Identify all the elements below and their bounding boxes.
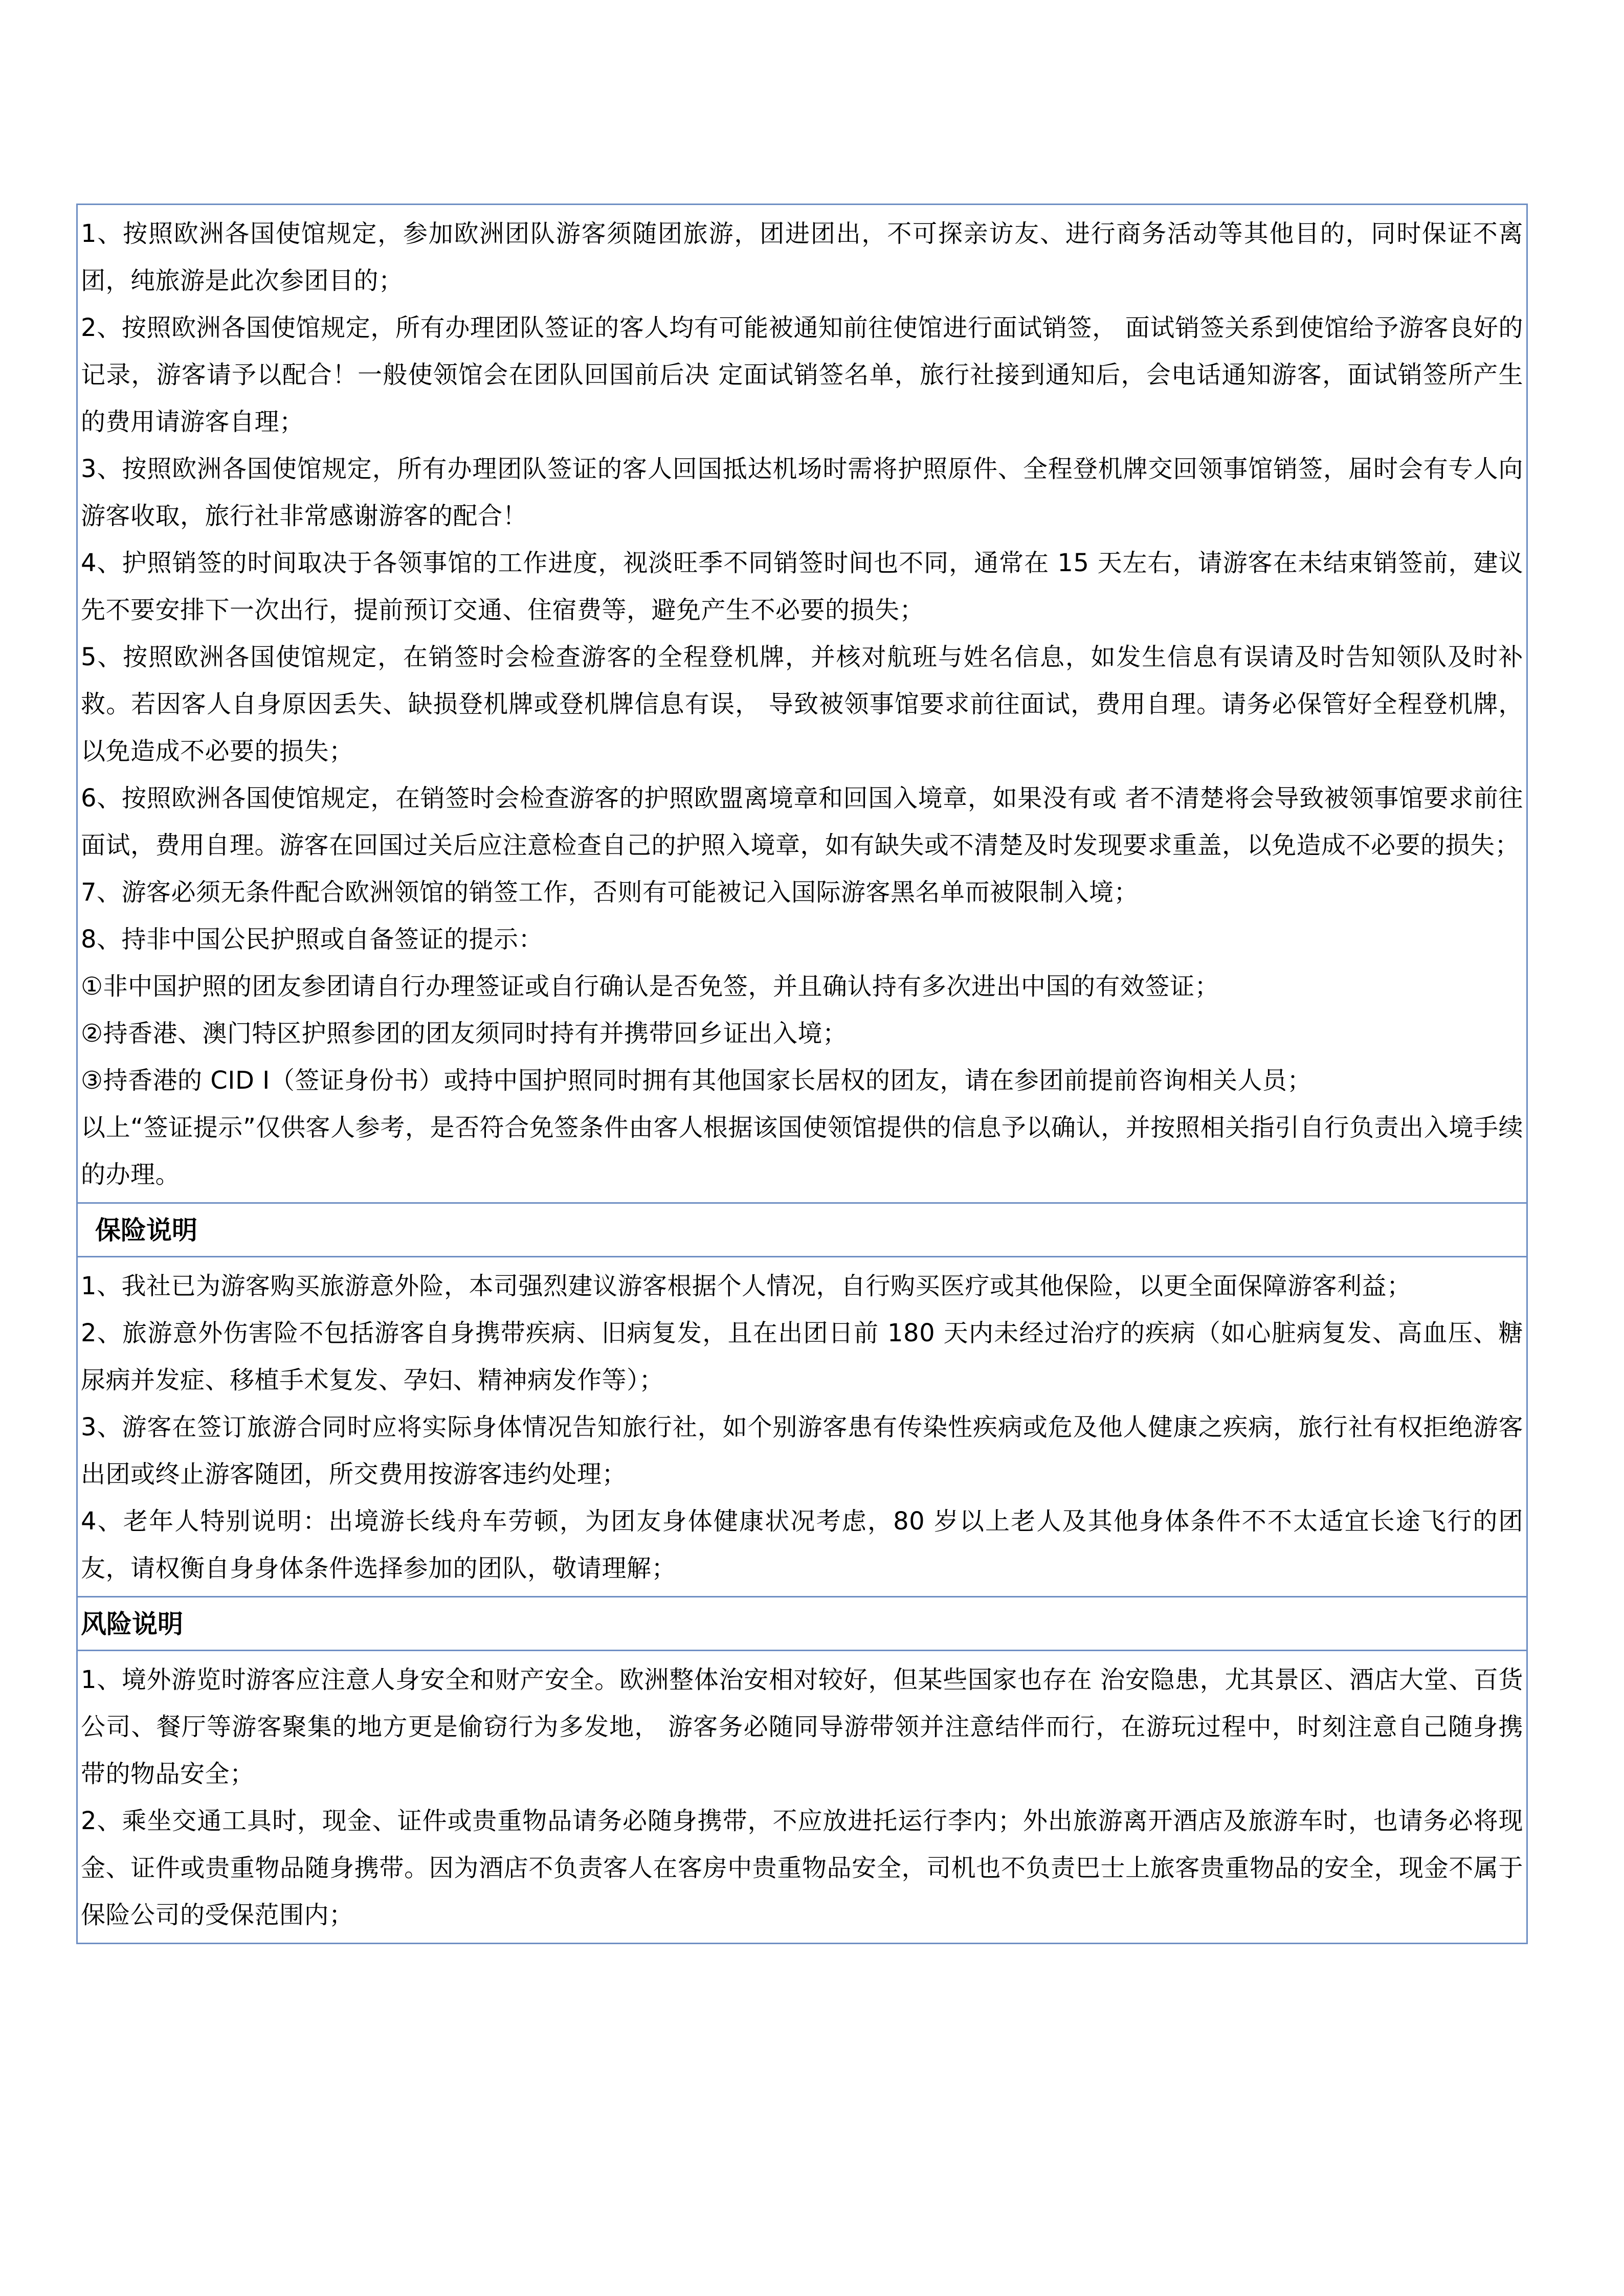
- risk-heading: 风险说明: [81, 1609, 183, 1639]
- risk-item-1: 1、境外游览时游客应注意人身安全和财产安全。欧洲整体治安相对较好，但某些国家也存在 治安隐患，尤其景区、酒店大堂、百货公司、餐厅等游客聚集的地方更是偷窃行为多发地， 游客务必随同导游带领并注意结伴而行，在游玩过程中，时刻注意自己随身携带的物品安全；: [81, 1665, 1523, 1788]
- visa-notes-cell: [78, 205, 1526, 1202]
- visa-note-8-sub-1: ①非中国护照的团友参团请自行办理签证或自行确认是否免签，并且确认持有多次进出中国的有效签证；: [81, 972, 1220, 1001]
- insurance-heading-cell: [78, 1202, 1526, 1256]
- visa-note-6: 6、按照欧洲各国使馆规定，在销签时会检查游客的护照欧盟离境章和回国入境章，如果没有或 者不清楚将会导致被领事馆要求前往面试，费用自理。游客在回国过关后应注意检查自己的护照入境章，如有缺失或不清楚及时发现要求重盖，以免造成不必要的损失；: [81, 784, 1523, 860]
- risk-items-cell: [78, 1650, 1526, 1943]
- visa-note-3: 3、按照欧洲各国使馆规定，所有办理团队签证的客人回国抵达机场时需将护照原件、全程登机牌交回领事馆销签，届时会有专人向游客收取，旅行社非常感谢游客的配合！: [81, 455, 1523, 530]
- visa-disclaimer: 以上“签证提示”仅供客人参考，是否符合免签条件由客人根据该国使领馆提供的信息予以确认，并按照相关指引自行负责出入境手续的办理。: [81, 1113, 1523, 1189]
- risk-heading-cell: [78, 1596, 1526, 1650]
- insurance-item-4: 4、老年人特别说明：出境游长线舟车劳顿，为团友身体健康状况考虑，80 岁以上老人及其他身体条件不不太适宜长途飞行的团友，请权衡自身身体条件选择参加的团队，敬请理解；: [81, 1507, 1523, 1583]
- visa-note-8-sub-3: ③持香港的 CID I（签证身份书）或持中国护照同时拥有其他国家长居权的团友，请在参团前提前咨询相关人员；: [81, 1066, 1312, 1095]
- insurance-items-cell: [78, 1256, 1526, 1596]
- insurance-heading: 保险说明: [95, 1215, 197, 1245]
- visa-note-8-sub-2: ②持香港、澳门特区护照参团的团友须同时持有并携带回乡证出入境；: [81, 1019, 848, 1048]
- notice-table: [76, 204, 1528, 1944]
- risk-item-2: 2、乘坐交通工具时，现金、证件或贵重物品请务必随身携带，不应放进托运行李内；外出旅游离开酒店及旅游车时，也请务必将现金、证件或贵重物品随身携带。因为酒店不负责客人在客房中贵重物品安全，司机也不负责巴士上旅客贵重物品的安全，现金不属于保险公司的受保范围内；: [81, 1807, 1523, 1929]
- insurance-item-1: 1、我社已为游客购买旅游意外险，本司强烈建议游客根据个人情况，自行购买医疗或其他保险，以更全面保障游客利益；: [81, 1272, 1412, 1300]
- visa-note-1: 1、按照欧洲各国使馆规定，参加欧洲团队游客须随团旅游，团进团出，不可探亲访友、进行商务活动等其他目的，同时保证不离团，纯旅游是此次参团目的；: [81, 219, 1523, 295]
- visa-note-8: 8、持非中国公民护照或自备签证的提示：: [81, 925, 544, 954]
- visa-note-5: 5、按照欧洲各国使馆规定，在销签时会检查游客的全程登机牌，并核对航班与姓名信息，如发生信息有误请及时告知领队及时补救。若因客人自身原因丢失、缺损登机牌或登机牌信息有误， 导致被领事馆要求前往面试，费用自理。请务必保管好全程登机牌，以免造成不必要的损失；: [81, 643, 1523, 766]
- visa-note-2: 2、按照欧洲各国使馆规定，所有办理团队签证的客人均有可能被通知前往使馆进行面试销签， 面试销签关系到使馆给予游客良好的记录，游客请予以配合！一般使领馆会在团队回国前后决 定面试销签名单，旅行社接到通知后，会电话通知游客，面试销签所产生的费用请游客自理；: [81, 313, 1523, 436]
- visa-note-7: 7、游客必须无条件配合欧洲领馆的销签工作，否则有可能被记入国际游客黑名单而被限制入境；: [81, 878, 1139, 907]
- insurance-item-3: 3、游客在签订旅游合同时应将实际身体情况告知旅行社，如个别游客患有传染性疾病或危及他人健康之疾病，旅行社有权拒绝游客出团或终止游客随团，所交费用按游客违约处理；: [81, 1413, 1523, 1489]
- visa-note-4: 4、护照销签的时间取决于各领事馆的工作进度，视淡旺季不同销签时间也不同，通常在 15 天左右，请游客在未结束销签前，建议先不要安排下一次出行，提前预订交通、住宿费等，避免产生不必要的损失；: [81, 549, 1523, 624]
- insurance-item-2: 2、旅游意外伤害险不包括游客自身携带疾病、旧病复发，且在出团日前 180 天内未经过治疗的疾病（如心脏病复发、高血压、糖尿病并发症、移植手术复发、孕妇、精神病发作等）；: [81, 1319, 1523, 1394]
